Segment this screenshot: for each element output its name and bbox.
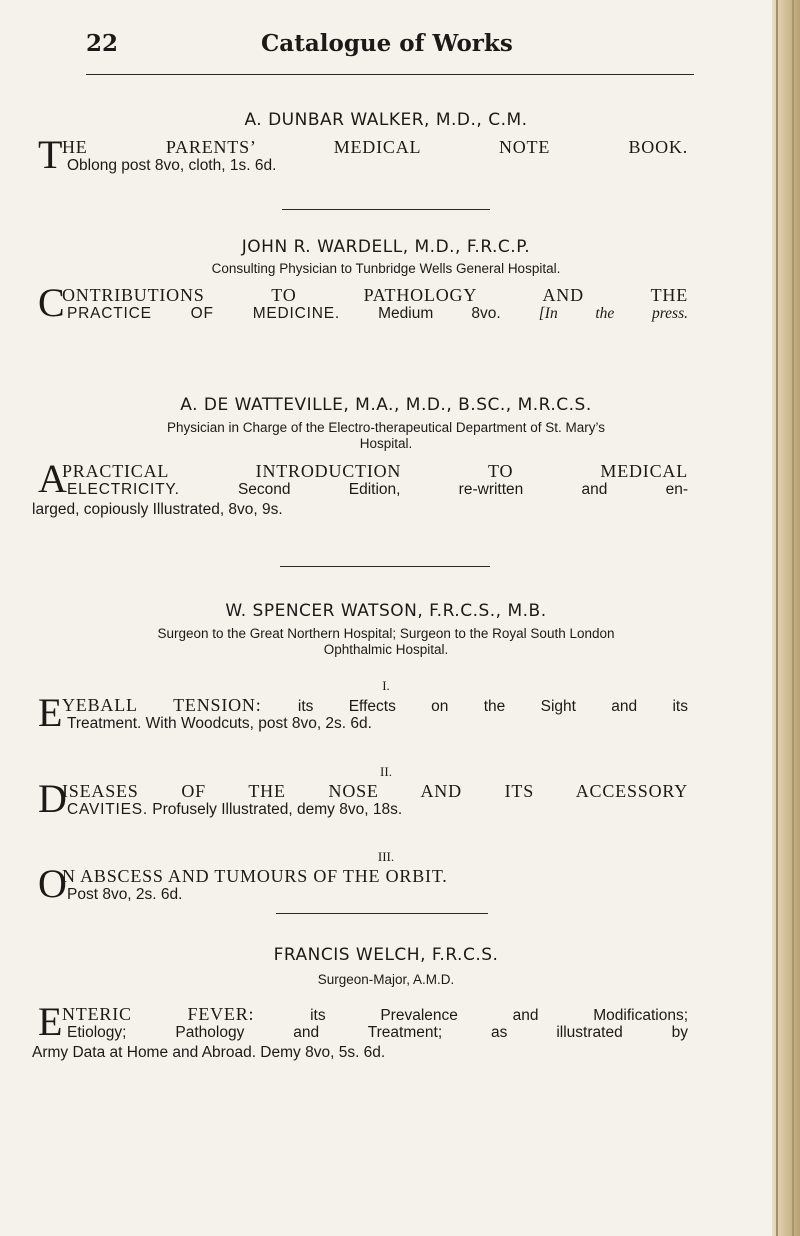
book-entry <box>38 690 758 743</box>
header-rule <box>86 74 694 75</box>
page-number: 22 <box>86 30 119 57</box>
book-title: HE PARENTS’ MEDICAL NOTE BOOK. <box>62 137 688 157</box>
section-divider <box>282 209 490 210</box>
book-title: YEBALL TENSION: its Effects on the Sight and its <box>62 695 688 715</box>
author-description: Surgeon-Major, A.M.D. <box>317 972 455 987</box>
book-details: Oblong post 8vo, cloth, 1s. 6d. <box>67 157 277 174</box>
entry-numeral: III. <box>377 849 395 864</box>
book-details-continued: Army Data at Home and Abroad. Demy 8vo, 5s. 6d. <box>32 1044 386 1061</box>
entry-numeral: I. <box>382 678 390 693</box>
author-heading: W. SPENCER WATSON, F.R.C.S., M.B. <box>225 601 547 621</box>
book-title: ISEASES OF THE NOSE AND ITS ACCESSORY <box>62 781 688 801</box>
book-details-continued: larged, copiously Illustrated, 8vo, 9s. <box>32 501 283 518</box>
running-title: Catalogue of Works <box>261 30 513 57</box>
book-details: Post 8vo, 2s. 6d. <box>67 886 183 903</box>
in-press-note: [In the press. <box>538 305 688 322</box>
author-heading: FRANCIS WELCH, F.R.C.S. <box>273 945 499 965</box>
book-title: ONTRIBUTIONS TO PATHOLOGY AND THE <box>62 285 688 305</box>
book-details: CAVITIES. Profusely Illustrated, demy 8vo, 18s. <box>67 801 403 818</box>
book-entry <box>32 456 758 529</box>
book-details: ELECTRICITY. Second Edition, re-written and en- <box>67 481 689 498</box>
author-heading: A. DUNBAR WALKER, M.D., C.M. <box>244 110 528 130</box>
book-title: N ABSCESS AND TUMOURS OF THE ORBIT. <box>62 866 448 886</box>
author-description: Physician in Charge of the Electro-therapeutical Department of St. Mary’s Hospital. <box>167 420 605 451</box>
author-heading: A. DE WATTEVILLE, M.A., M.D., B.SC., M.R.C.S. <box>180 395 592 415</box>
section-divider <box>280 566 490 567</box>
book-details: Treatment. With Woodcuts, post 8vo, 2s. 6d. <box>67 715 372 732</box>
book-entry <box>38 861 758 914</box>
drop-cap: C <box>38 280 65 325</box>
author-description: Consulting Physician to Tunbridge Wells General Hospital. <box>211 261 561 276</box>
book-edge <box>772 0 800 1236</box>
author-description: Surgeon to the Great Northern Hospital; Surgeon to the Royal South London Ophthalmic Hospital. <box>157 626 615 657</box>
book-entry <box>32 999 758 1072</box>
drop-cap: O <box>38 861 67 906</box>
book-entry <box>38 280 758 345</box>
entry-numeral: II. <box>380 764 392 779</box>
drop-cap: E <box>38 999 63 1044</box>
book-entry <box>38 132 758 197</box>
book-title: PRACTICAL INTRODUCTION TO MEDICAL <box>62 461 688 481</box>
author-heading: JOHN R. WARDELL, M.D., F.R.C.P. <box>241 237 531 257</box>
book-title: NTERIC FEVER: its Prevalence and Modifications; <box>62 1004 688 1024</box>
section-divider <box>276 913 488 914</box>
book-details: Etiology; Pathology and Treatment; as illustrated by <box>67 1024 688 1041</box>
drop-cap: E <box>38 690 63 735</box>
book-details: PRACTICE OF MEDICINE. Medium 8vo. [In the press. <box>67 305 688 322</box>
drop-cap: D <box>38 776 67 821</box>
page-header <box>86 30 696 64</box>
drop-cap: A <box>38 456 67 501</box>
book-entry <box>38 776 758 829</box>
drop-cap: T <box>38 132 63 177</box>
